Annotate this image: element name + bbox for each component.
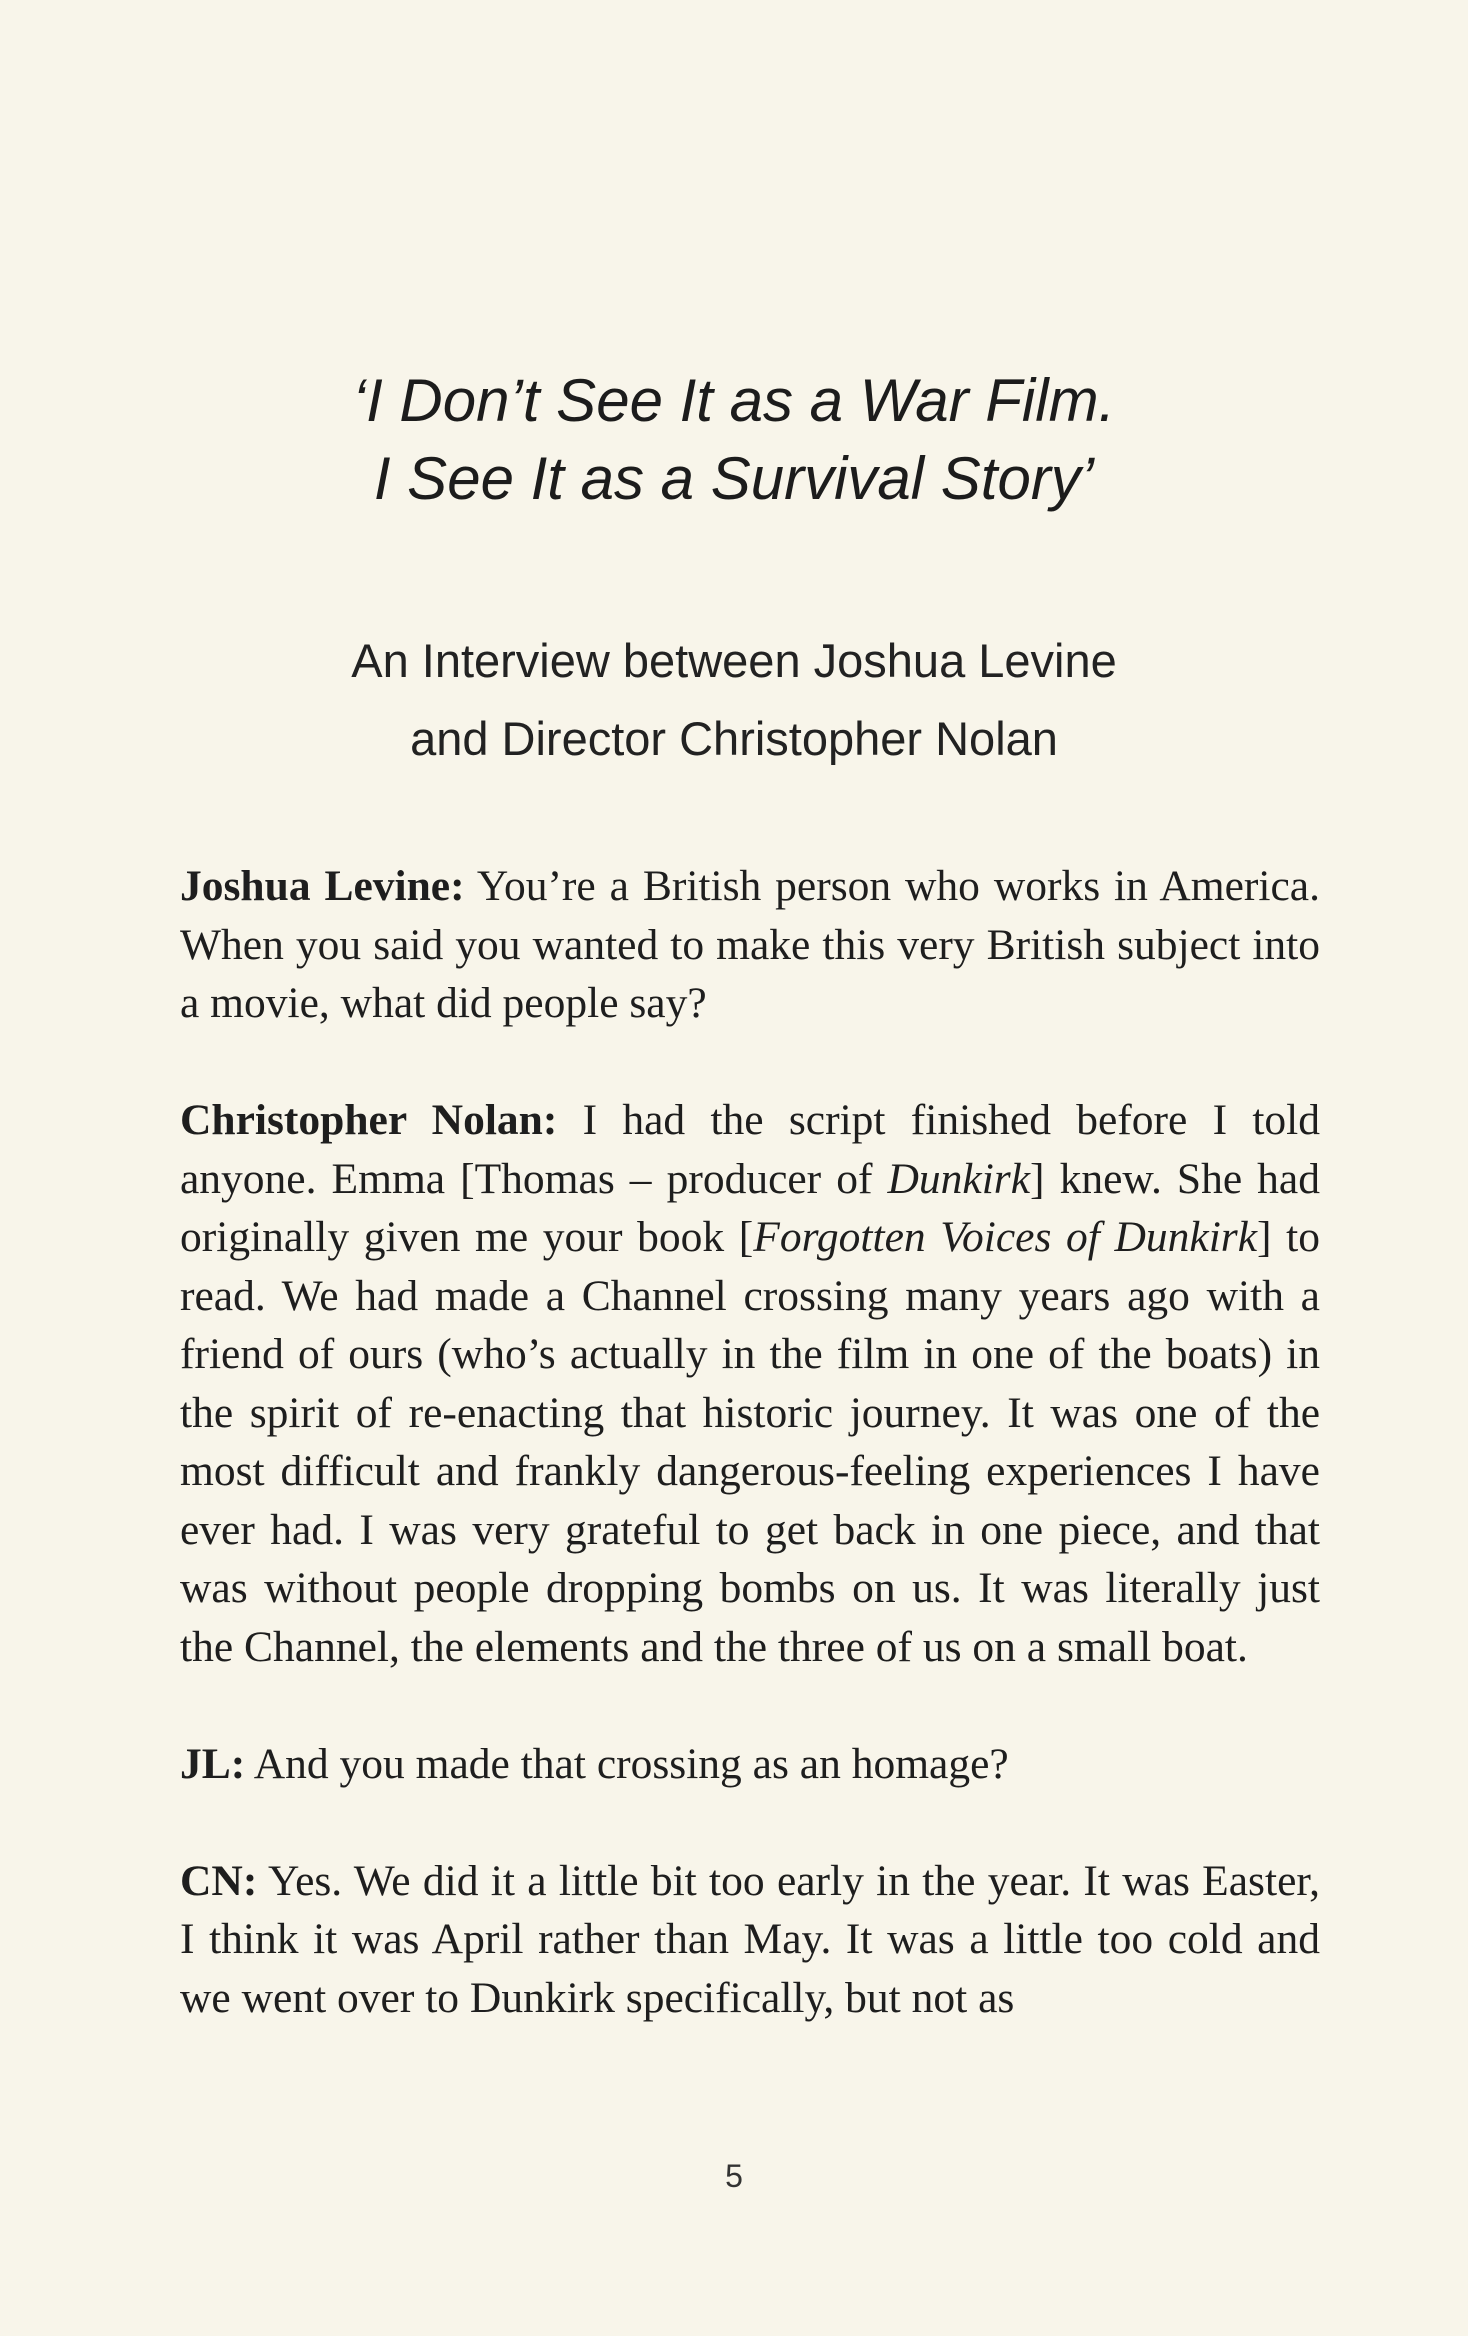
speaker-name: Christopher Nolan:	[180, 1096, 558, 1144]
chapter-subtitle-line-1: An Interview between Joshua Levine	[351, 634, 1117, 687]
interview-paragraph	[180, 1735, 1320, 1794]
italic-title-text: Forgotten Voices of Dunkirk	[753, 1213, 1258, 1261]
speaker-name: Joshua Levine:	[180, 862, 465, 910]
interview-paragraph	[180, 1852, 1320, 2028]
paragraph-text: ] to read. We had made a Channel crossing many years ago with a friend of ours (who’s actually in the film in one of the boats) in the spirit of re-enacting that historic journey. It was one of the most difficult and frankly dangerous-feeling experiences I have ever had. I was very grateful to get back in one piece, and that was without people dropping bombs on us. It was literally just the Channel, the elements and the three of us on a small boat.	[180, 1213, 1320, 1671]
paragraph-text: And you made that crossing as an homage?	[245, 1739, 1009, 1788]
interview-paragraph	[180, 1091, 1320, 1676]
chapter-subtitle-line-2: and Director Christopher Nolan	[410, 712, 1058, 765]
paragraph-text: ] knew. She had originally given me your book [	[180, 1154, 1320, 1261]
paragraph-text: I had the script finished before I told anyone. Emma [Thomas – producer of	[180, 1096, 1321, 1203]
speaker-name: JL:	[180, 1739, 246, 1788]
chapter-title	[0, 362, 1468, 518]
chapter-title-line-1: ‘I Don’t See It as a War Film.	[352, 367, 1116, 434]
page-number: 5	[725, 2158, 743, 2194]
italic-title-text: Dunkirk	[887, 1154, 1031, 1203]
chapter-title-line-2: I See It as a Survival Story’	[373, 445, 1095, 512]
chapter-subtitle	[0, 622, 1468, 778]
interview-body	[180, 857, 1320, 2086]
paragraph-text: Yes. We did it a little bit too early in the year. It was Easter, I think it was April rather than May. It was a little too cold and we went over to Dunkirk specifically, but not as	[180, 1856, 1320, 2022]
speaker-name: CN:	[180, 1856, 258, 1905]
paragraph-text: You’re a British person who works in America. When you said you wanted to make this very British subject into a movie, what did people say?	[180, 862, 1320, 1027]
interview-paragraph	[180, 857, 1320, 1033]
